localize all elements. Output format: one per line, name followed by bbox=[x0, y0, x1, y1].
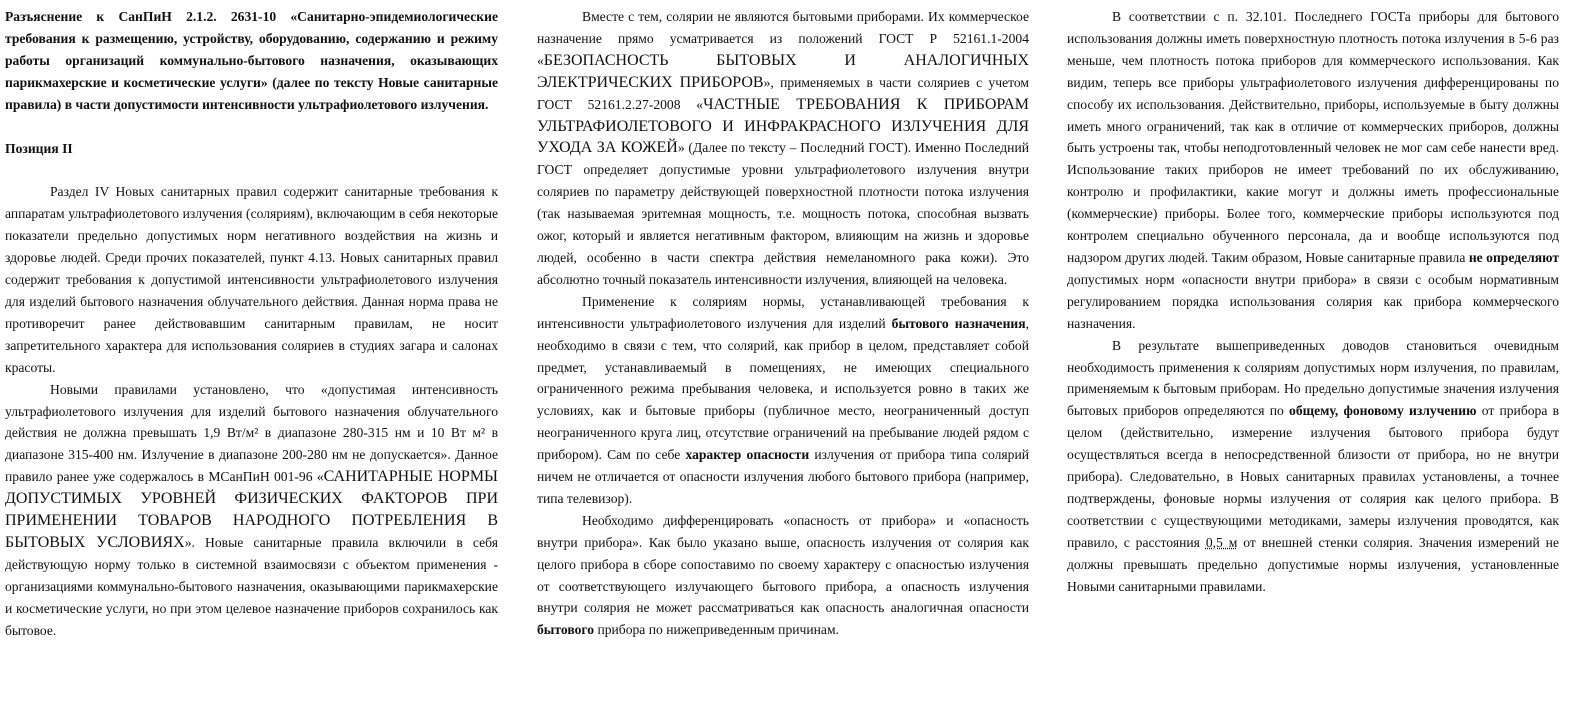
column-3 bbox=[1067, 6, 1559, 597]
text-span: В соответствии с п. 32.101. Последнего ГОСТа приборы для бытового использования должны иметь поверхностную плотность потока излучения в 5-6 раз меньше, чем плотность потока приборов для коммерческого использования. Как видим, теперь все приборы ультрафиолетового излучения дифференцированы по способу их использования. Действительно, приборы, используемые в быту должны иметь много ограничений, так как в отличие от коммерческих приборов, должны быть устроены так, чтобы неподготовленный человек не мог сам себе нанести вред. Использование таких приборов не имеет требований по их обслуживанию, контролю и профилактики, какие могут и должны иметь профессиональные (коммерческие) приборы. Более того, коммерческие приборы используются под контролем специально обученного персонала, да и вообще используются под надзором других людей. Таким образом, Новые санитарные правила bbox=[1067, 9, 1559, 265]
text-span: Применение к соляриям нормы, устанавливающей требования к интенсивности ультрафиолетового излучения для изделий bbox=[537, 293, 1029, 331]
bold-text: бытового назначения bbox=[891, 315, 1026, 331]
text-span: Необходимо дифференцировать «опасность от прибора» и «опасность внутри прибора». Как было указано выше, опасность излучения от солярия как целого прибора в сборе сопоставимо по своему характеру с опасностью излучения от соответствующего излучающего бытового прибора, а опасность излучения внутри солярия не может рассматриваться как опасность аналогичная опасности bbox=[537, 512, 1029, 616]
section-heading: Позиция II bbox=[5, 140, 73, 156]
paragraph bbox=[1067, 6, 1559, 335]
column-1 bbox=[5, 6, 498, 641]
text-span: , необходимо в связи с тем, что солярий, как прибор в целом, представляет собой предмет, устанавливаемый в помещениях, не имеющих специального ограниченного режима пребывания человека, и используется ровно в таких же условиях, как и бытовые приборы (публичное место, неограниченный доступ неограниченного круга лиц, отсутствие ограничений на пребывание людей рядом с прибором). Сам по себе bbox=[537, 315, 1030, 463]
text-span: В результате вышеприведенных доводов становиться очевидным необходимость применения к соляриям допустимых норм излучения, по правилам, применяемым к бытовым приборам. Но предельно допустимые значения излучения бытовых приборов определяются по bbox=[1067, 337, 1559, 419]
text-span: Вместе с тем, солярии не являются бытовыми приборами. Их коммерческое назначение прямо усматривается из положений ГОСТ Р 52161.1-2004 « bbox=[537, 9, 1029, 68]
bold-text: характер опасности bbox=[685, 447, 810, 463]
column-2 bbox=[537, 6, 1029, 641]
text-span: допустимых норм «опасности внутри прибора» в связи с особым нормативным регулированием порядка использования солярия как прибора коммерческого назначения. bbox=[1067, 271, 1559, 331]
caps-text: БЕЗОПАСНОСТЬ БЫТОВЫХ И АНАЛОГИЧНЫХ ЭЛЕКТРИЧЕСКИХ ПРИБОРОВ bbox=[537, 51, 1029, 91]
paragraph bbox=[537, 6, 1029, 291]
bold-text: общему, фоновому излучению bbox=[1289, 403, 1477, 419]
paragraph: Раздел IV Новых санитарных правил содержит санитарные требования к аппаратам ультрафиолетового излучения (соляриям), включающим в себя некоторые показатели предельно допустимых норм негативного воздействия на жизнь и здоровье людей. Среди прочих показателей, пункт 4.13. Новых санитарных правил содержит требования к допустимой интенсивности ультрафиолетового излучения для изделий бытового назначения облучательного действия. Данная норма права не противоречит ранее действовавшим санитарным правилам, не носит запретительного характера для использования соляриев в студиях загара и салонах красоты. bbox=[5, 184, 498, 375]
caps-text: САНИТАРНЫЕ НОРМЫ ДОПУСТИМЫХ УРОВНЕЙ ФИЗИЧЕСКИХ ФАКТОРОВ ПРИ ПРИМЕНЕНИИ ТОВАРОВ НАРОДНОГО ПОТРЕБЛЕНИЯ В БЫТОВЫХ УСЛОВИЯХ bbox=[5, 468, 498, 551]
paragraph bbox=[537, 510, 1029, 641]
text-span: излучения от прибора типа солярий ничем не отличается от опасности излучения любого бытового прибора (например, типа телевизор). bbox=[537, 447, 1029, 506]
document-title: Разъяснение к СанПиН 2.1.2. 2631-10 «Санитарно-эпидемиологические требования к размещению, устройству, оборудованию, содержанию и режиму работы организаций коммунально-бытового назначения, оказывающих парикмахерские и косметические услуги» (далее по тексту Новые санитарные правила) в части допустимости интенсивности ультрафиолетового излучения. bbox=[5, 9, 498, 112]
bold-text: бытового bbox=[537, 622, 595, 638]
underlined-text: 0,5 м bbox=[1205, 534, 1238, 550]
paragraph bbox=[537, 291, 1029, 510]
paragraph bbox=[1067, 335, 1559, 598]
text-span: » (Далее по тексту – Последний ГОСТ). Именно Последний ГОСТ определяет допустимые уровни ультрафиолетового излучения внутри соляриев по параметру действующей поверхностной плотности потока излучения (так называемая эритемная мощность, т.е. мощность потока, способная вызвать ожог, который и является негативным фактором, влияющим на жизнь и здоровье людей, особенно в части спектра действия немеланомного рака кожи). Это абсолютно точный показатель интенсивности излучения, влияющей на человека. bbox=[537, 140, 1029, 287]
text-span: Новыми правилами установлено, что «допустимая интенсивность ультрафиолетового излучения для изделий бытового назначения облучательного действия не должна превышать 1,9 Вт/м² в диапазоне 280-315 нм и 10 Вт м² в диапазоне 315-400 нм. Излучение в диапазоне 200-280 нм не допускается». Данное правило ранее уже содержалось в МСанПиН 001-96 « bbox=[5, 381, 498, 485]
text-span: от внешней стенки солярия. Значения измерений не должны превышать предельно допустимые нормы излучения, установленные Новыми санитарными правилами. bbox=[1067, 534, 1559, 594]
text-span: прибора по нижеприведенным причинам. bbox=[594, 622, 839, 638]
text-span: », применяемых в части соляриев с учетом ГОСТ 52161.2.27-2008 « bbox=[537, 74, 1030, 112]
text-span: от прибора в целом (действительно, измерение излучения бытового прибора будут осуществляться всегда в непосредственной близости от прибора, но не внутри прибора). Следовательно, в Новых санитарных правилах установлены, а точнее подтверждены, фоновые нормы излучения от солярия как целого прибора. В соответствии с существующими методиками, замеры излучения проводятся, как правило, с расстояния bbox=[1067, 403, 1559, 550]
text-span: ». Новые санитарные правила включили в себя действующую норму только в системной взаимосвязи с объектом применения - организациями коммунально-бытового назначения, оказывающими парикмахерские и косметические услуги, но при этом целевое назначение приборов сохранилось как бытовое. bbox=[5, 534, 498, 638]
paragraph bbox=[5, 379, 498, 642]
caps-text: ЧАСТНЫЕ ТРЕБОВАНИЯ К ПРИБОРАМ УЛЬТРАФИОЛЕТОВОГО И ИНФРАКРАСНОГО ИЗЛУЧЕНИЯ ДЛЯ УХОДА ЗА КОЖЕЙ bbox=[537, 95, 1030, 157]
bold-text: не определяют bbox=[1468, 249, 1559, 265]
